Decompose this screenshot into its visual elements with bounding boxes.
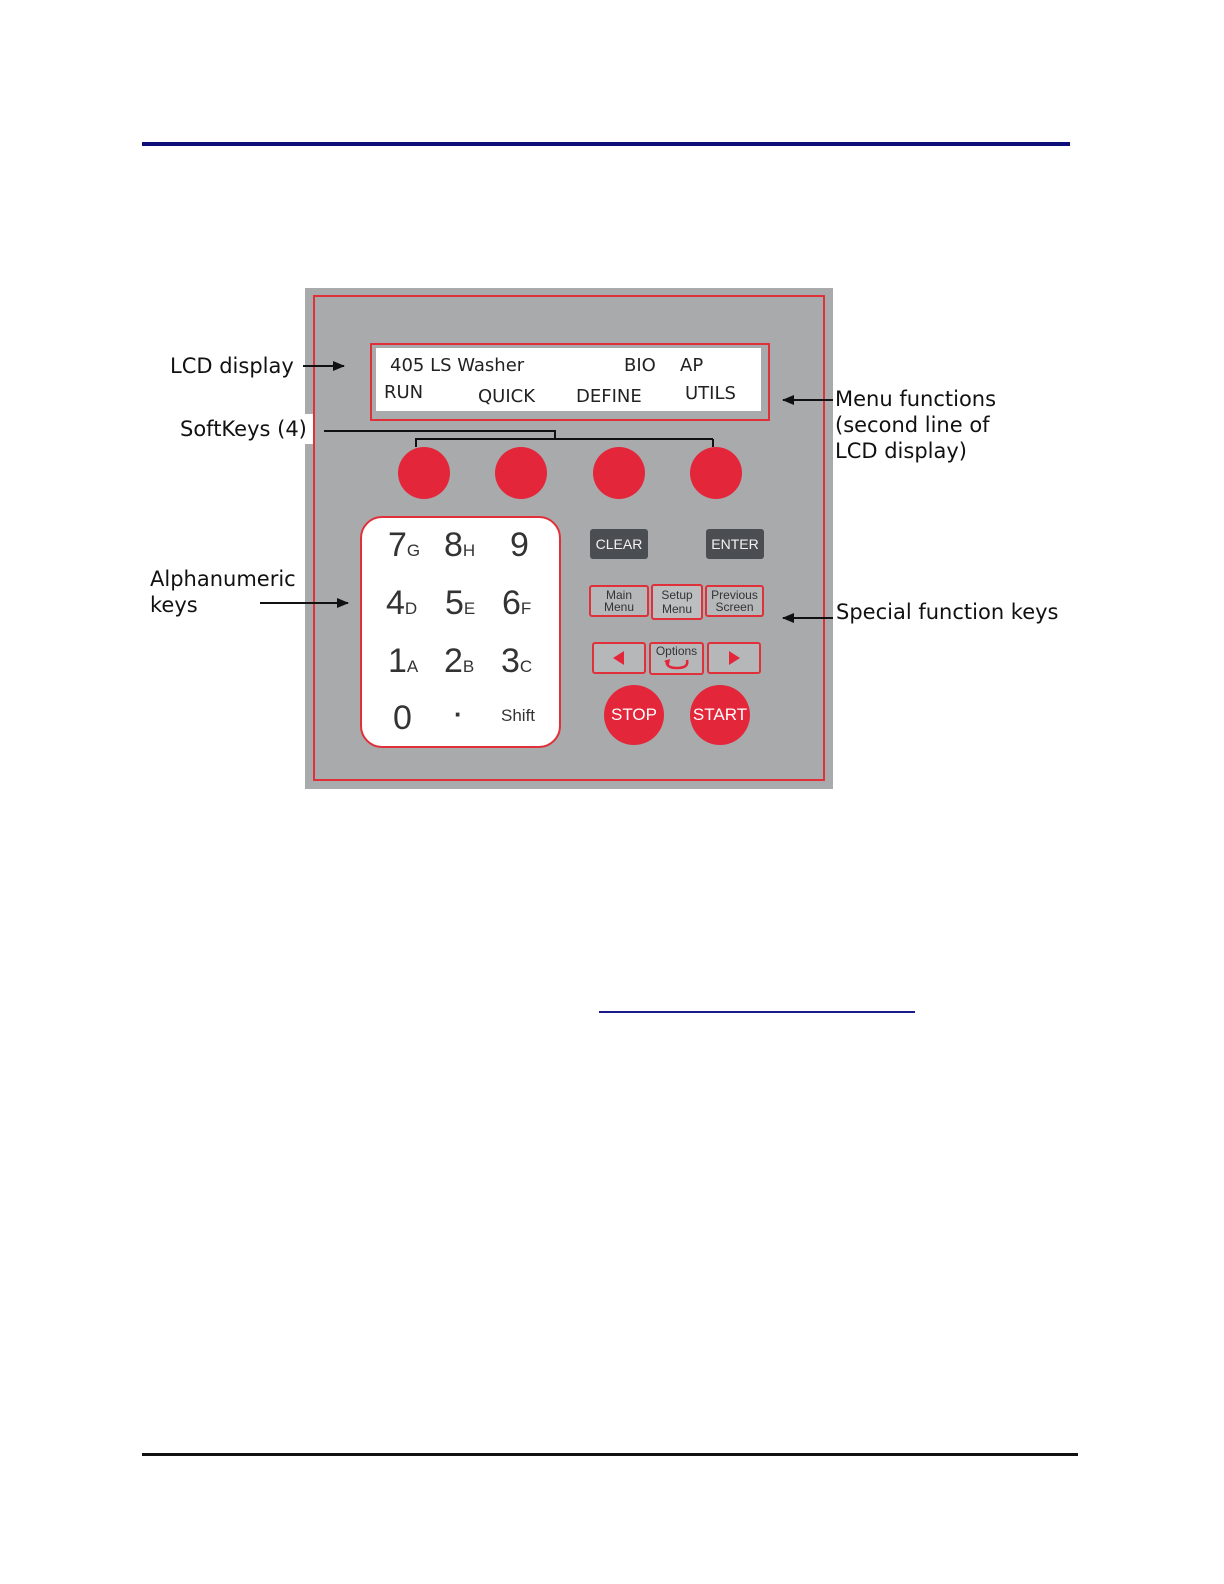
softkeys-bracket-left <box>324 431 555 447</box>
key-2-number: 2 <box>444 642 463 680</box>
softkeys-label: SoftKeys (4) <box>174 414 313 444</box>
previous-screen-label-2: Screen <box>715 600 754 614</box>
key-7-number: 7 <box>388 526 407 564</box>
lcd-ap-text: AP <box>680 355 704 376</box>
menu-functions-line-1: Menu functions <box>835 387 997 411</box>
menu-functions-line-3: LCD display) <box>835 439 967 463</box>
options-label: Options <box>655 644 698 658</box>
key-1-letter: A <box>406 657 419 676</box>
key-3-number: 3 <box>501 642 520 680</box>
key-3-letter: C <box>519 657 533 676</box>
lcd-menu-utils: UTILS <box>685 383 736 404</box>
key-8-letter: H <box>462 541 476 560</box>
alphanumeric-label-line-1: Alphanumeric <box>150 567 296 591</box>
lcd-model-text: 405 LS Washer <box>390 355 525 376</box>
lcd-menu-quick: QUICK <box>478 386 536 407</box>
start-button[interactable]: START <box>690 685 750 745</box>
key-7-letter: G <box>406 541 421 560</box>
key-4-number: 4 <box>386 584 405 622</box>
lcd-bio-text: BIO <box>624 355 656 376</box>
lcd-display-label: LCD display <box>170 354 294 378</box>
clear-button[interactable]: CLEAR <box>590 529 648 559</box>
key-6-letter: F <box>520 599 532 618</box>
lcd-menu-define: DEFINE <box>576 386 642 407</box>
key-0-number: 0 <box>393 699 412 737</box>
key-2-letter: B <box>462 657 475 676</box>
key-shift-label: Shift <box>501 706 536 725</box>
menu-functions-label <box>835 386 996 464</box>
lcd-menu-run: RUN <box>384 382 424 403</box>
previous-screen-label-1: Previous <box>711 588 758 602</box>
stop-button[interactable]: STOP <box>604 685 664 745</box>
key-9-number: 9 <box>510 526 529 564</box>
main-menu-label-1: Main <box>605 588 632 602</box>
key-4-letter: D <box>404 599 418 618</box>
alphanumeric-label-line-2: keys <box>150 593 198 617</box>
key-1-number: 1 <box>388 642 407 680</box>
key-decimal-symbol: · <box>454 699 463 729</box>
key-8-number: 8 <box>444 526 463 564</box>
key-5-letter: E <box>463 599 476 618</box>
alphanumeric-label <box>150 566 296 618</box>
setup-menu-label-1: Setup <box>661 588 693 602</box>
setup-menu-label-2: Menu <box>661 602 693 616</box>
main-menu-label-2: Menu <box>603 600 635 614</box>
menu-functions-line-2: (second line of <box>835 413 990 437</box>
special-function-label: Special function keys <box>836 600 1059 624</box>
enter-button[interactable]: ENTER <box>706 529 764 559</box>
key-6-number: 6 <box>502 584 521 622</box>
key-5-number: 5 <box>445 584 464 622</box>
